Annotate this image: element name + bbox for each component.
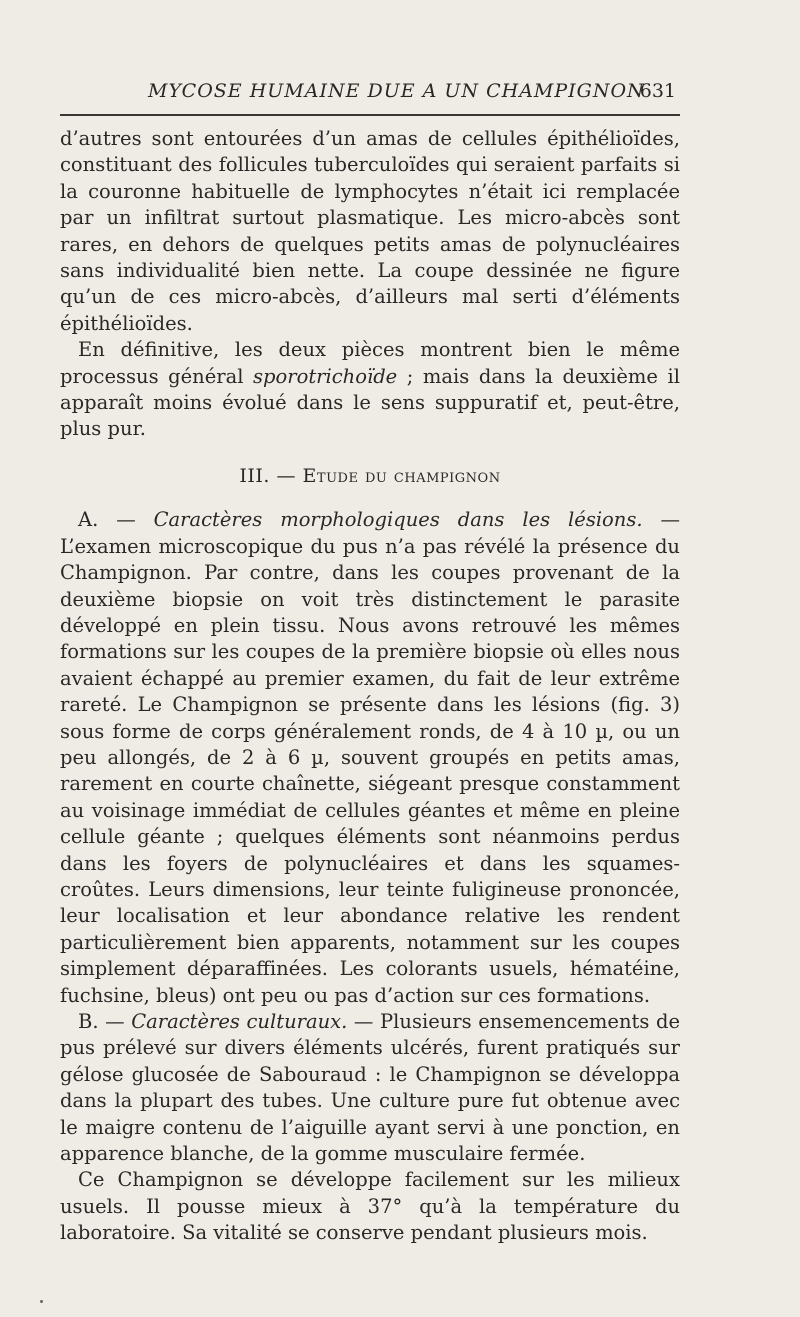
subsection-a-title: Caractères morphologiques dans les lésions. bbox=[153, 508, 643, 532]
section-heading bbox=[60, 463, 680, 489]
paragraph-morphology bbox=[60, 507, 680, 1009]
subsection-b-title: Caractères culturaux. bbox=[131, 1010, 348, 1033]
body-text bbox=[60, 126, 680, 1247]
paragraph-2 bbox=[60, 337, 680, 443]
paragraph-cultures bbox=[60, 1009, 680, 1167]
running-title: MYCOSE HUMAINE DUE A UN CHAMPIGNON bbox=[148, 80, 645, 102]
subsection-a-text: — L’examen microscopique du pus n’a pas révélé la présence du Champignon. Par contre, dans les coupes provenant de la deuxième biopsie on voit très distinctement le parasite développé en plein tissu. Nous avons retrouvé les mêmes formations sur les coupes de la première biopsie où elles nous avaient échappé au premier examen, du fait de leur extrême rareté. Le Champignon se présente dans les lésions (fig. 3) sous forme de corps généralement ronds, de 4 à 10 µ, ou un peu allongés, de 2 à 6 µ, souvent groupés en petits amas, rarement en courte chaînette, siégeant presque constamment au voisinage immédiat de cellules géantes et même en pleine cellule géante ; quelques éléments sont néanmoins perdus dans les foyers de polynucléaires et dans les squames-croûtes. Leurs dimensions, leur teinte fuligineuse prononcée, leur localisation et leur abondance relative les rendent particulièrement bien apparents, notamment sur les coupes simplement déparaffinées. Les colorants usuels, hématéine, fuchsine, bleus) ont peu ou pas d’action sur ces formations. bbox=[60, 508, 680, 1007]
paragraph-1: d’autres sont entourées d’un amas de cellules épithélioïdes, constituant des follicules tuberculoïdes qui seraient parfaits si la couronne habituelle de lymphocytes n’était ici remplacée par un infiltrat surtout plasmatique. Les micro-abcès sont rares, en dehors de quelques petits amas de polynucléaires sans individualité bien nette. La coupe dessinée ne figure qu’un de ces micro-abcès, d’ailleurs mal serti d’éléments épithélioïdes. bbox=[60, 127, 680, 335]
subsection-b-text: — Plusieurs ensemencements de pus prélevé sur divers éléments ulcérés, furent pratiqués sur gélose glucosée de Sabouraud : le Champignon se développa dans la plupart des tubes. Une culture pure fut obtenue avec le maigre contenu de l’aiguille ayant servi à une ponction, en apparence blanche, de la gomme musculaire fermée. bbox=[60, 1010, 680, 1166]
page-number: 631 bbox=[639, 80, 676, 102]
sporotrichoid-term: sporotrichoïde bbox=[253, 364, 398, 388]
section-number: III. — bbox=[239, 464, 303, 487]
scan-speck bbox=[40, 1300, 43, 1303]
paragraph-vitality: Ce Champignon se développe facilement sur les milieux usuels. Il pousse mieux à 37° qu’à la température du laboratoire. Sa vitalité se conserve pendant plusieurs mois. bbox=[60, 1168, 680, 1245]
running-head bbox=[60, 80, 680, 108]
paragraph-2-text-end: ; mais dans la deuxième il apparaît moins évolué dans le sens suppuratif et, peut-être, plus pur. bbox=[60, 364, 680, 441]
subsection-a-lead: A. — bbox=[78, 508, 154, 532]
section-title: Etude du champignon bbox=[302, 464, 501, 487]
subsection-b-lead: B. — bbox=[78, 1010, 132, 1033]
header-rule bbox=[60, 114, 680, 116]
paragraph-2-text-start: En définitive, les deux pièces montrent bien le même processus général bbox=[60, 338, 680, 388]
